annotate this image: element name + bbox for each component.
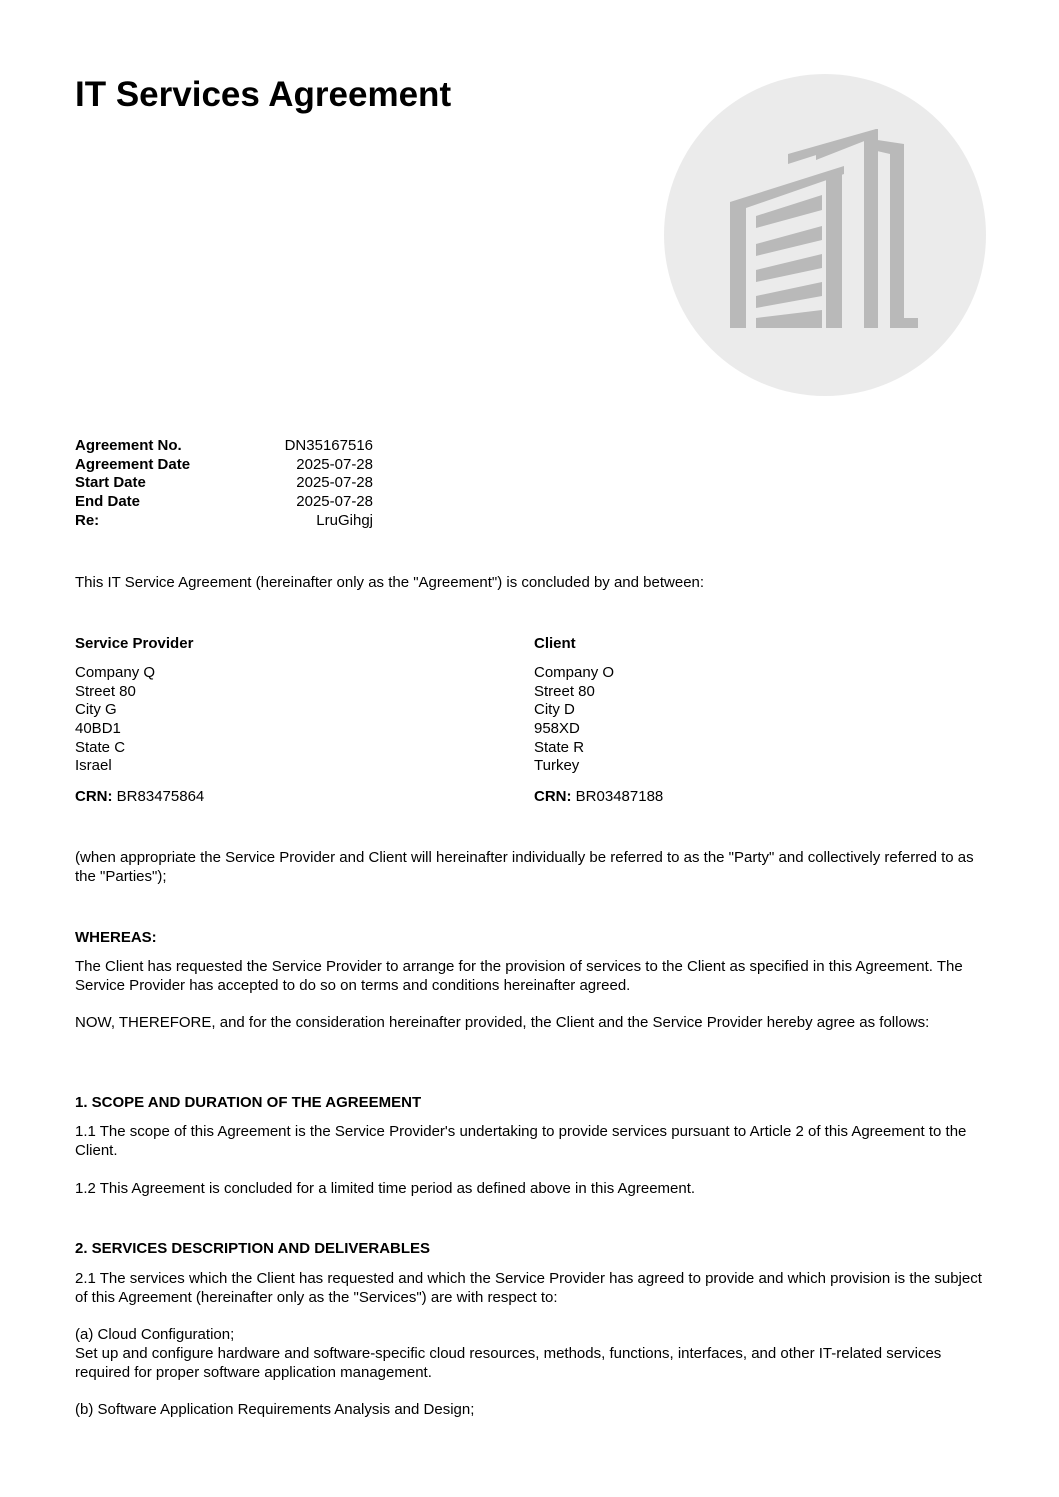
clause-2-1: 2.1 The services which the Client has requested and which the Service Provider has agreed to provide and which provision is the subject of this Agreement (hereinafter only as the "Services") are with respect to: bbox=[75, 1270, 982, 1306]
clause-1-1: 1.1 The scope of this Agreement is the Service Provider's undertaking to provide services pursuant to Article 2 of this Agreement to the Client. bbox=[75, 1123, 967, 1159]
logo-circle bbox=[664, 74, 986, 396]
address-line: Israel bbox=[75, 757, 112, 775]
crn-label: CRN: bbox=[75, 788, 113, 806]
service-provider-block bbox=[75, 634, 475, 807]
meta-label: End Date bbox=[75, 493, 141, 511]
client-heading: Client bbox=[534, 635, 576, 652]
meta-value: LruGihgj bbox=[316, 511, 373, 529]
address-line: Street 80 bbox=[75, 682, 136, 700]
address-line: 958XD bbox=[534, 720, 580, 738]
parties-note: (when appropriate the Service Provider and Client will hereinafter individually be referred to as the "Party" and collectively referred to as the "Parties"); bbox=[75, 849, 974, 885]
section-1-heading: 1. SCOPE AND DURATION OF THE AGREEMENT bbox=[75, 1094, 422, 1111]
whereas-paragraph: The Client has requested the Service Provider to arrange for the provision of services to the Client as specified in this Agreement. The Service Provider has accepted to do so on terms and conditions hereinafter agreed. bbox=[75, 958, 963, 994]
intro-paragraph: This IT Service Agreement (hereinafter only as the "Agreement") is concluded by and between: bbox=[75, 574, 705, 591]
page-title: IT Services Agreement bbox=[75, 75, 452, 114]
now-therefore-paragraph: NOW, THEREFORE, and for the consideration hereinafter provided, the Client and the Service Provider hereby agree as follows: bbox=[75, 1014, 930, 1031]
building-icon bbox=[664, 74, 986, 396]
service-a-description: Set up and configure hardware and software-specific cloud resources, methods, functions, interfaces, and other IT-related services required for proper software application management. bbox=[75, 1345, 942, 1381]
crn-value: BR83475864 bbox=[116, 788, 205, 806]
client-address bbox=[534, 664, 934, 776]
section-2-heading: 2. SERVICES DESCRIPTION AND DELIVERABLES bbox=[75, 1240, 431, 1257]
meta-label: Agreement No. bbox=[75, 437, 182, 454]
address-line: State R bbox=[534, 738, 585, 756]
meta-label: Start Date bbox=[75, 474, 146, 492]
address-line: Turkey bbox=[534, 757, 580, 775]
meta-value: 2025-07-28 bbox=[296, 455, 373, 473]
meta-label: Re: bbox=[75, 511, 100, 529]
address-line: Company O bbox=[534, 664, 615, 681]
meta-row bbox=[75, 456, 373, 475]
meta-row bbox=[75, 512, 373, 531]
client-crn bbox=[534, 788, 934, 807]
service-b-title: (b) Software Application Requirements Analysis and Design; bbox=[75, 1401, 475, 1418]
service-a-title: (a) Cloud Configuration; bbox=[75, 1326, 235, 1343]
service-provider-heading: Service Provider bbox=[75, 635, 194, 652]
meta-row bbox=[75, 493, 373, 512]
clause-1-2: 1.2 This Agreement is concluded for a limited time period as defined above in this Agreement. bbox=[75, 1180, 696, 1197]
address-line: 40BD1 bbox=[75, 720, 121, 738]
agreement-meta-table bbox=[75, 437, 373, 531]
meta-label: Agreement Date bbox=[75, 455, 191, 473]
address-line: City D bbox=[534, 701, 575, 719]
service-provider-crn bbox=[75, 788, 475, 807]
whereas-heading: WHEREAS: bbox=[75, 929, 157, 946]
crn-label: CRN: bbox=[534, 788, 572, 806]
client-block bbox=[534, 634, 934, 807]
service-provider-address bbox=[75, 664, 475, 776]
meta-row bbox=[75, 437, 373, 456]
address-line: Street 80 bbox=[534, 682, 595, 700]
meta-value: 2025-07-28 bbox=[296, 493, 373, 511]
address-line: State C bbox=[75, 738, 126, 756]
address-line: City G bbox=[75, 701, 117, 719]
crn-value: BR03487188 bbox=[575, 788, 664, 806]
meta-value: DN35167516 bbox=[284, 437, 373, 454]
address-line: Company Q bbox=[75, 664, 156, 681]
meta-value: 2025-07-28 bbox=[296, 474, 373, 492]
meta-row bbox=[75, 474, 373, 493]
